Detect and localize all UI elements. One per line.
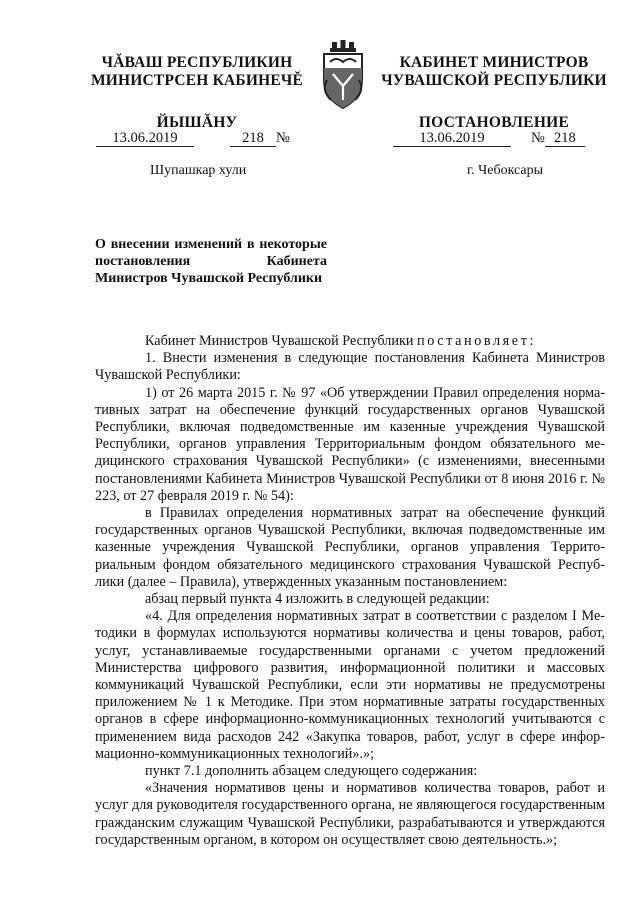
right-number: 218 (545, 130, 585, 147)
intro-spaced-word: постановляет: (417, 333, 537, 349)
left-org-line-1: ЧĂВАШ РЕСПУБЛИКИН (101, 54, 293, 71)
body-paragraph: пункт 7.1 дополнить абзацем следующего содержания: (145, 763, 478, 780)
right-date-number-line (393, 130, 585, 148)
left-org-line-2: МИНИСТРСЕН КАБИНЕЧĚ (90, 72, 304, 89)
document-subject: О внесении изменений в некоторые постановления Кабинета Министров Чувашской Республики (95, 237, 327, 286)
left-number: 218 (230, 130, 276, 147)
right-date: 13.06.2019 (393, 130, 511, 147)
body-paragraph: в Правилах определения нормативных затрат на обеспечение функций государственных органов Чувашской Республики, включая подведомственные им казенные учреждения Чувашской Республики, органов управления Территориальным фондом обязательного медицинского страхования Чувашской Республики (далее – Правила), утвержденных указанным постановлением: (95, 505, 605, 590)
intro-text: Кабинет Министров Чувашской Республики (145, 333, 417, 349)
document-body (95, 333, 605, 849)
body-paragraph: 1) от 26 марта 2015 г. № 97 «Об утверждении Правил определения нормативных затрат на обеспечение функций государственных органов Чувашской Республики, включая подведомственные им казенные учреждения Чувашской Республики, органов управления Территориальным фондом обязательного медицинского страхования Чувашской Республики» (с изменениями, внесенными постановлениями Кабинета Министров Чувашской Республики от 8 июня 2016 г. № 223, от 27 февраля 2019 г. № 54): (95, 384, 605, 504)
right-org-line-1: КАБИНЕТ МИНИСТРОВ (399, 54, 589, 71)
right-place: г. Чебоксары (467, 163, 544, 178)
body-paragraph: 1. Внести изменения в следующие постановления Кабинета Министров Чувашской Республики: (95, 350, 605, 384)
right-doctype: ПОСТАНОВЛЕНИЕ (418, 114, 570, 131)
left-place: Шупашкар хули (150, 163, 247, 178)
right-org-line-2: ЧУВАШСКОЙ РЕСПУБЛИКИ (381, 72, 607, 89)
intro-paragraph (95, 333, 605, 350)
body-paragraph: абзац первый пункта 4 изложить в следующей редакции: (145, 591, 490, 608)
chuvash-emblem-icon (318, 40, 368, 112)
body-paragraph: «Значения нормативов цены и нормативов количества товаров, работ и услуг для руководителя государственного органа, не являющегося государственным гражданским служащим Чувашской Республики, разрабатываются и утверждаются государственным органом, в котором он осуществляет свою деятельность.»; (95, 780, 605, 848)
left-doctype: ЙЫШĂНУ (156, 114, 238, 131)
header-right (376, 54, 612, 132)
body-paragraph: «4. Для определения нормативных затрат в соответствии с разделом I Методики в формулах используются нормативы количества и цены товаров, работ, услуг, устанавливаемые государственными органами с учетом предложений Министерства цифрового развития, информационной политики и массовых коммуникаций Чувашской Республики, если эти нормативы не предусмотрены приложением № 1 к Методике. При этом нормативные затраты государственных органов в сфере информационно-коммуникационных технологий учитываются с применением вида расходов 242 «Закупка товаров, работ, услуг в сфере информационно-коммуникационных технологий».»; (95, 608, 605, 762)
header-left (88, 54, 306, 132)
left-date: 13.06.2019 (96, 130, 194, 147)
left-number-sign: № (276, 130, 290, 146)
right-number-sign: № (531, 130, 545, 146)
left-date-number-line (96, 130, 290, 148)
